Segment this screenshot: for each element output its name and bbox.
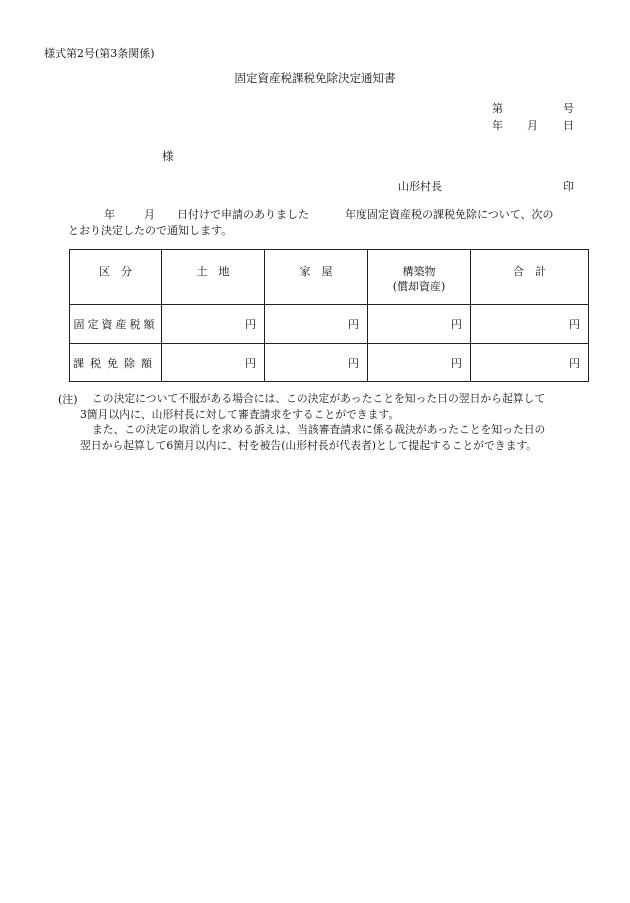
note-line-2: 3箇月以内に、山形村長に対して審査請求をすることができます。 bbox=[80, 408, 400, 421]
header-land: 土 地 bbox=[162, 250, 265, 305]
header-total: 合 計 bbox=[471, 250, 589, 305]
total-tax-amount-cell: 円 bbox=[471, 305, 589, 344]
document-number-prefix: 第 bbox=[492, 102, 503, 115]
addressee-honorific: 様 bbox=[162, 149, 174, 163]
land-exemption-amount-cell: 円 bbox=[162, 344, 265, 382]
table-header-row bbox=[70, 250, 589, 305]
body-text-line-1 bbox=[104, 209, 554, 220]
seal-mark: 印 bbox=[563, 180, 574, 193]
table-row bbox=[70, 344, 589, 382]
header-category: 区 分 bbox=[70, 250, 162, 305]
body-text-line-2: とおり決定したので通知します。 bbox=[68, 224, 233, 237]
building-exemption-amount-cell: 円 bbox=[265, 344, 368, 382]
body-fiscal-year-text: 年度固定資産税の課税免除について、次の bbox=[345, 208, 554, 221]
row-label-tax-amount: 固定資産税額 bbox=[70, 305, 162, 344]
date-year-label: 年 bbox=[492, 119, 503, 132]
body-date-text: 日付けで申請のありました bbox=[177, 208, 309, 221]
header-structures bbox=[368, 250, 471, 305]
form-number: 様式第2号(第3条関係) bbox=[44, 47, 155, 60]
header-structures-label: 構築物 bbox=[402, 265, 436, 278]
note-line-3: また、この決定の取消しを求める訴えは、当該審査請求に係る裁決があったことを知った日の bbox=[92, 423, 546, 436]
body-year: 年 bbox=[104, 208, 115, 221]
header-depreciable-assets: (償却資産) bbox=[392, 279, 446, 293]
issuer-name: 山形村長 bbox=[398, 180, 442, 193]
header-building: 家 屋 bbox=[265, 250, 368, 305]
date-day-label: 日 bbox=[563, 119, 574, 132]
document-number-suffix: 号 bbox=[563, 102, 574, 115]
note-line-1: この決定について不服がある場合には、この決定があったことを知った日の翌日から起算して bbox=[92, 392, 546, 405]
body-month: 月 bbox=[144, 208, 155, 221]
document-title: 固定資産税課税免除決定通知書 bbox=[234, 71, 396, 85]
note-line-4: 翌日から起算して6箇月以内に、村を被告(山形村長が代表者)として提起することができます。 bbox=[80, 439, 538, 452]
date-month-label: 月 bbox=[527, 119, 538, 132]
structures-exemption-amount-cell: 円 bbox=[368, 344, 471, 382]
note-marker: (注) bbox=[58, 393, 78, 406]
land-tax-amount-cell: 円 bbox=[162, 305, 265, 344]
building-tax-amount-cell: 円 bbox=[265, 305, 368, 344]
tax-table bbox=[69, 249, 589, 382]
structures-tax-amount-cell: 円 bbox=[368, 305, 471, 344]
total-exemption-amount-cell: 円 bbox=[471, 344, 589, 382]
table-row bbox=[70, 305, 589, 344]
row-label-exemption-amount: 課税免除額 bbox=[70, 344, 162, 382]
